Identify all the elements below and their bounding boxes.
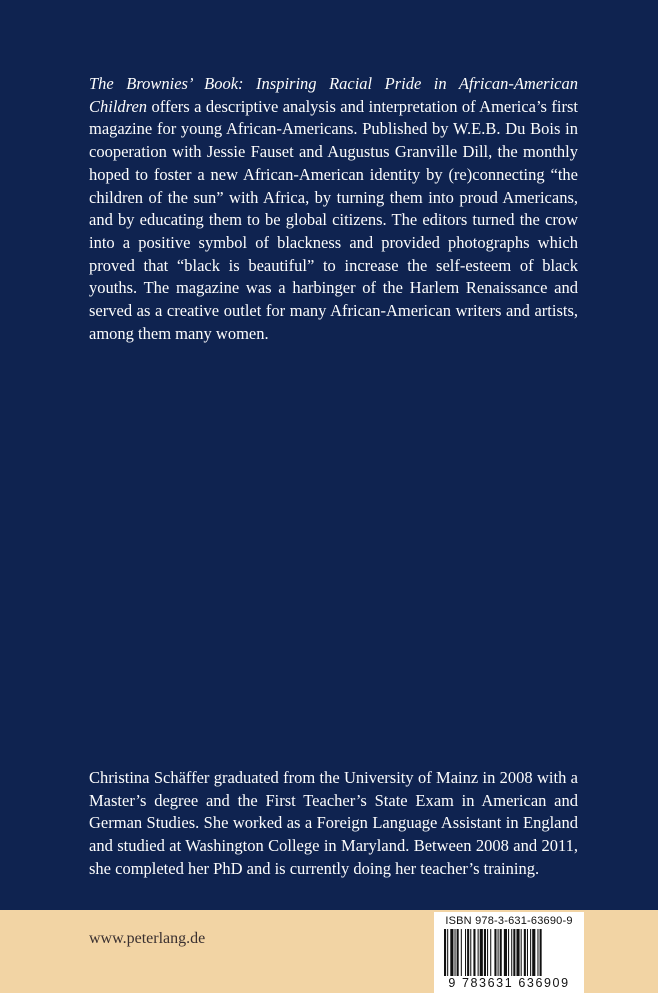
barcode-bar [508,929,509,976]
footer-band [0,910,658,993]
barcode-bar [457,929,459,976]
barcode-bar [478,929,479,976]
barcode-bar [521,929,522,976]
barcode-bar [490,929,491,976]
barcode-bar [465,929,466,976]
barcode-bar [444,929,446,976]
author-bio: Christina Schäffer graduated from the University of Mainz in 2008 with a Master’s degree and the First Teacher’s State Exam in American and German Studies. She worked as a Foreign Language Assistant in England and studied at Washington College in Maryland. Between 2008 and 2011, she completed her PhD and is currently doing her teacher’s training. [89,768,578,878]
barcode-bar [480,929,483,976]
barcode-bar [537,929,538,976]
barcode-bar [450,929,453,976]
barcode-bar [530,929,531,976]
barcode-bar [504,929,507,976]
barcode-bar [516,929,519,976]
barcode-bar [447,929,448,976]
barcode-digits: 9 783631 636909 [448,976,570,990]
barcode-bar [484,929,486,976]
barcode-bar [487,929,488,976]
barcode-bar [527,929,528,976]
barcode-bar [473,929,475,976]
barcode-bar [498,929,499,976]
barcode-bar [500,929,502,976]
blurb-body: offers a descriptive analysis and interpretation of America’s first magazine for young African-Americans. Published by W.E.B. Du Bois in cooperation with Jessie Fauset and Augustus Granville Dill, the monthly hoped to foster a new African-American identity by (re)connecting “the children of the sun” with Africa, by turning them into proud Americans, and by educating them to be global citizens. The editors turned the crow into a positive symbol of blackness and provided photographs which proved that “black is beautiful” to increase the self-esteem of black youths. The magazine was a harbinger of the Harlem Renaissance and served as a creative outlet for many African-American writers and artists, among them many women. [89,96,578,343]
publisher-url[interactable]: www.peterlang.de [89,930,206,947]
barcode-bar [461,929,462,976]
barcode-bar [494,929,496,976]
isbn-barcode [434,912,584,993]
barcode-bar [524,929,526,976]
barcode-bar [513,929,515,976]
barcode-bar [455,929,456,976]
book-title: The Brownies’ Book: Inspiring Racial Pride in African-American Children [89,74,578,116]
isbn-label: ISBN 978-3-631-63690-9 [445,915,573,927]
barcode-bar [511,929,512,976]
barcode-bars [444,929,574,976]
barcode-bar [467,929,469,976]
barcode-bar [532,929,535,976]
blurb-paragraph [89,73,578,345]
barcode-bar [540,929,542,976]
barcode-bar [470,929,471,976]
